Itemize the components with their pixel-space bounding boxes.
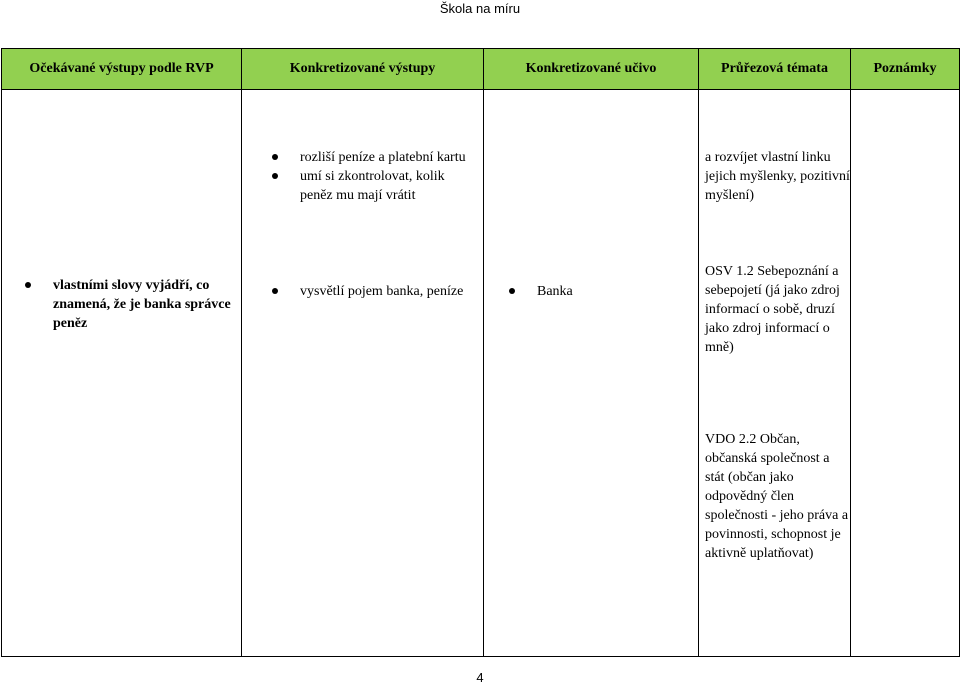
page-number: 4 [476, 670, 484, 685]
cross-topic-text: VDO 2.2 Občan, občanská společnost a stát (občan jako odpovědný člen společnosti - jeho práva a povinnosti, schopnost je aktivně uplatňovat) [705, 432, 849, 561]
column-header-rvp-outputs: Očekávané výstupy podle RVP [2, 49, 242, 90]
curriculum-cell [484, 90, 699, 657]
cross-topics-cell [699, 90, 851, 657]
concrete-outputs-cell [242, 90, 484, 657]
column-header-notes: Poznámky [851, 49, 960, 90]
bullet-icon [272, 154, 278, 160]
concrete-outputs-list-2 [272, 282, 477, 301]
list-item: rozliší peníze a platební kartu [272, 148, 477, 167]
column-header-concrete-outputs: Konkretizované výstupy [242, 49, 484, 90]
rvp-outputs-list [25, 276, 235, 333]
table-row [2, 90, 960, 657]
curriculum-list [509, 282, 689, 301]
list-item: Banka [509, 282, 689, 301]
notes-cell [851, 90, 960, 657]
table-header-row [2, 49, 960, 90]
bullet-icon [25, 282, 31, 288]
rvp-outputs-cell [2, 90, 242, 657]
bullet-icon [272, 288, 278, 294]
cross-topic-text: OSV 1.2 Sebepoznání a sebepojetí (já jako zdroj informací o sobě, druzí jako zdroj informací o mně) [705, 264, 840, 355]
column-header-curriculum: Konkretizované učivo [484, 49, 699, 90]
column-header-cross-topics: Průřezová témata [699, 49, 851, 90]
concrete-outputs-list [272, 148, 477, 205]
list-item: vysvětlí pojem banka, peníze [272, 282, 477, 301]
list-item: umí si zkontrolovat, kolik peněz mu mají vrátit [272, 167, 477, 205]
bullet-icon [509, 288, 515, 294]
notes-content [851, 90, 959, 656]
list-item: vlastními slovy vyjádří, co znamená, že je banka správce peněz [25, 276, 235, 333]
curriculum-table [1, 48, 960, 657]
bullet-icon [272, 173, 278, 179]
cross-topic-text: a rozvíjet vlastní linku jejich myšlenky, pozitivní myšlení) [705, 150, 850, 203]
page-header: Škola na míru [439, 1, 521, 16]
